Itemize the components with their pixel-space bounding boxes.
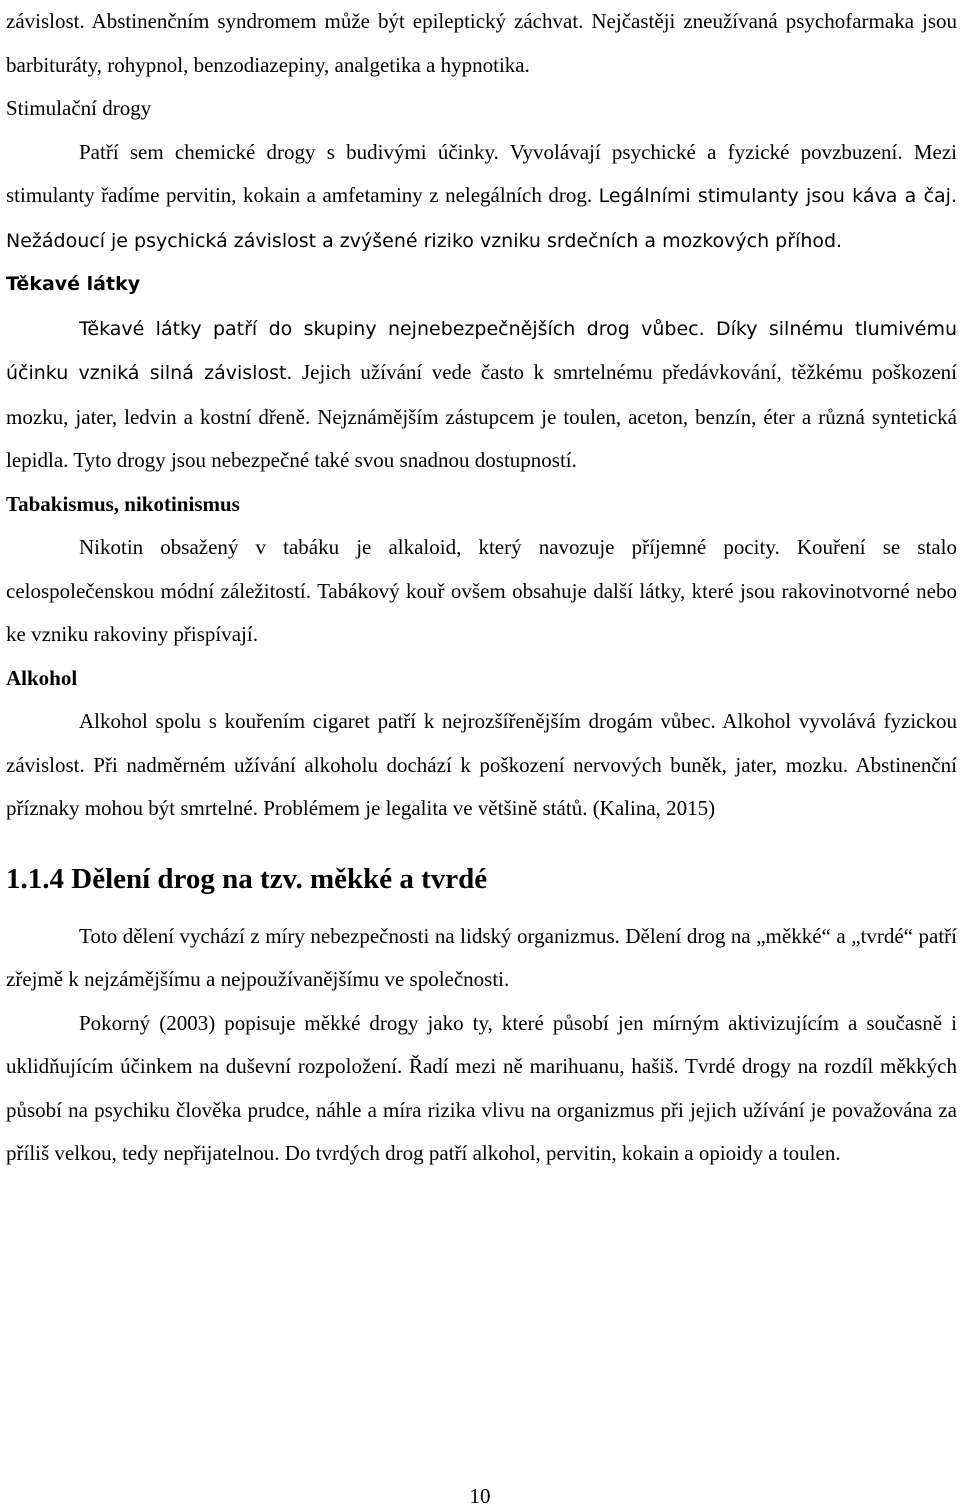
paragraph-serif-part: Jejich užívání vede často k smrtelnému předávkování, těžkému poškození mozku, jater, ledvin a kostní dřeně. Nejznámějším zástupcem je toulen, aceton, benzín, éter a různá syntetická lepidla. Tyto drogy jsou nebezpečné také svou snadnou dostupností. [6,360,957,472]
paragraph-serif-part: Patří sem chemické drogy s budivými účinky. Vyvolávají psychické a fyzické povzbuzení. Mezi stimulanty řadíme pervitin, kokain a amfetaminy z nelegálních drog. [6,139,957,207]
intro-paragraph: závislost. Abstinenčním syndromem může být epileptický záchvat. Nejčastěji zneužívaná psychofarmaka jsou barbituráty, rohypnol, benzodiazepiny, analgetika a hypnotika. [6,9,957,77]
section-paragraph: Alkohol spolu s kouřením cigaret patří k nejrozšířenějším drogám vůbec. Alkohol vyvolává fyzickou závislost. Při nadměrném užívání alkoholu dochází k poškození nervových buněk, jater, mozku. Abstinenční příznaky mohou být smrtelné. Problémem je legalita ve většině států. (Kalina, 2015) [6,709,957,820]
subsection-heading: 1.1.4 Dělení drog na tzv. měkké a tvrdé [6,862,488,895]
section-paragraph: Nikotin obsažený v tabáku je alkaloid, který navozuje příjemné pocity. Kouření se stalo celospolečenskou módní záležitostí. Tabákový kouř ovšem obsahuje další látky, které jsou rakovinotvorné nebo ke vzniku rakoviny přispívají. [6,535,957,646]
document-page [6,0,957,1176]
paragraph-sans-part: Těkavé látky patří do skupiny nejnebezpečnějších drog vůbec. Díky silnému tlumivému účinku vzniká silná závislost. [6,317,957,384]
subsection-paragraph: Pokorný (2003) popisuje měkké drogy jako ty, které působí jen mírným aktivizujícím a současně i uklidňujícím účinkem na duševní rozpoložení. Řadí mezi ně marihuanu, hašiš. Tvrdé drogy na rozdíl měkkých působí na psychiku člověka prudce, náhle a míra rizika vlivu na organizmus při jejich užívání je považována za příliš velkou, tedy nepřijatelnou. Do tvrdých drog patří alkohol, pervitin, kokain a opioidy a toulen. [6,1010,957,1165]
section-heading: Alkohol [6,665,78,690]
section-heading: Těkavé látky [6,273,141,295]
section-heading: Stimulační drogy [6,96,152,120]
section-stimulacni-drogy [6,87,957,263]
subsection-mekke-tvrde [6,831,957,1176]
paragraph-sans-part: Legálními stimulanty jsou káva a čaj. Nežádoucí je psychická závislost a zvýšené riziko vzniku srdečních a mozkových příhod. [6,185,957,252]
section-tabakismus [6,483,957,657]
section-heading: Tabakismus, nikotinismus [6,491,240,516]
section-paragraph [6,131,957,264]
section-alkohol [6,657,957,831]
subsection-paragraph: Toto dělení vychází z míry nebezpečnosti na lidský organizmus. Dělení drog na „měkké“ a „tvrdé“ patří zřejmě k nejzámějšímu a nejpoužívanějšímu ve společnosti. [6,923,957,991]
page-number: 10 [469,1484,491,1508]
section-paragraph [6,307,957,483]
section-tekave-latky [6,263,957,483]
